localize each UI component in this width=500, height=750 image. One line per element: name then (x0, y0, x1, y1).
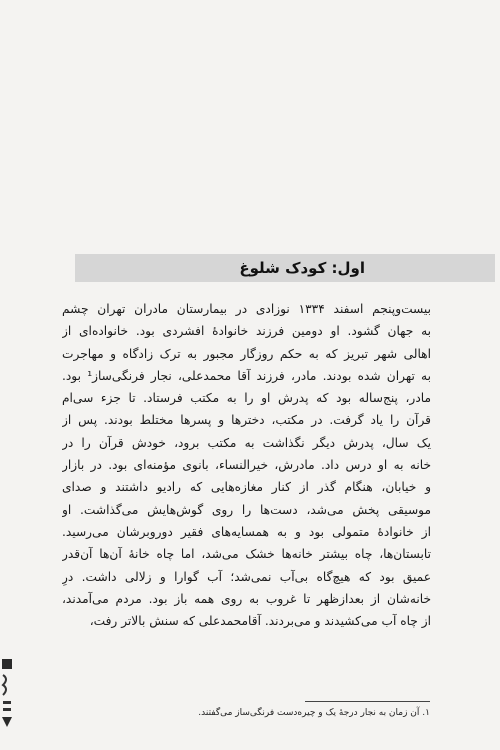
publisher-logo-icon (0, 655, 16, 735)
paragraph-line: قرآن را یاد گرفت. در مکتب، دخترها و پسرها مختلط بودند. پس از (62, 413, 431, 428)
paragraph-line: تابستان‌ها، چاه بیشتر خانه‌ها خشک می‌شد، اما چاه خانهٔ آن‌ها آن‌قدر (62, 547, 431, 562)
paragraph-line: اهالی شهر تبریز که به حکم روزگار مجبور به ترک زادگاه و مهاجرت (62, 346, 431, 361)
paragraph-line: به جهان گشود. او دومین فرزند خانوادهٔ افشردی بود. خانواده‌ای از (62, 324, 431, 339)
paragraph-line: خانه‌شان از بعدازظهر تا غروب به روی همه باز بود. مردم می‌آمدند، (62, 591, 431, 606)
paragraph-line: یک سال، پدرش دیگر نگذاشت به مکتب برود، خودش قرآن را در (62, 435, 431, 450)
footnote-divider (305, 701, 430, 702)
paragraph-line: مادر، پنج‌ساله بود که پدرش او را به مکتب فرستاد. تا جزء سی‌ام (62, 391, 431, 406)
chapter-heading: اول: کودک شلوغ (239, 259, 365, 277)
paragraph-line: و خیابان، هنگام گذر از کنار مغازه‌هایی که رادیو داشتند و صدای (62, 480, 431, 495)
paragraph-line: به تهران شده بودند. مادر، فرزند آقا محمدعلی، نجار فرنگی‌ساز¹ بود. (62, 368, 431, 383)
paragraph-line: از چاه آب می‌کشیدند و می‌بردند. آقامحمدعلی که سنش بالاتر رفت، (89, 614, 431, 629)
footnote: ۱. آن زمان به نجار درجهٔ یک و چیره‌دست فرنگی‌ساز می‌گفتند. (198, 708, 430, 718)
paragraph-line: عمیق بود که هیچ‌گاه بی‌آب نمی‌شد؛ آب گوارا و زلالی داشت. درِ (62, 569, 431, 584)
paragraph-line: خانه به او درس داد. مادرش، خیرالنساء، بانوی مؤمنه‌ای بود. در بازار (62, 458, 431, 473)
paragraph-line: بیست‌وپنجم اسفند ۱۳۳۴ نوزادی در بیمارستان مادران تهران چشم (62, 302, 431, 316)
paragraph-line: موسیقی پخش می‌شد، دست‌ها را روی گوش‌هایش می‌گذاشت. او (62, 502, 431, 517)
chapter-heading-bar (75, 254, 495, 282)
body-paragraph (62, 298, 431, 632)
paragraph-line: از خانوادهٔ متمولی بود و به همسایه‌های فقیر دوروبرشان می‌رسید. (62, 524, 431, 539)
